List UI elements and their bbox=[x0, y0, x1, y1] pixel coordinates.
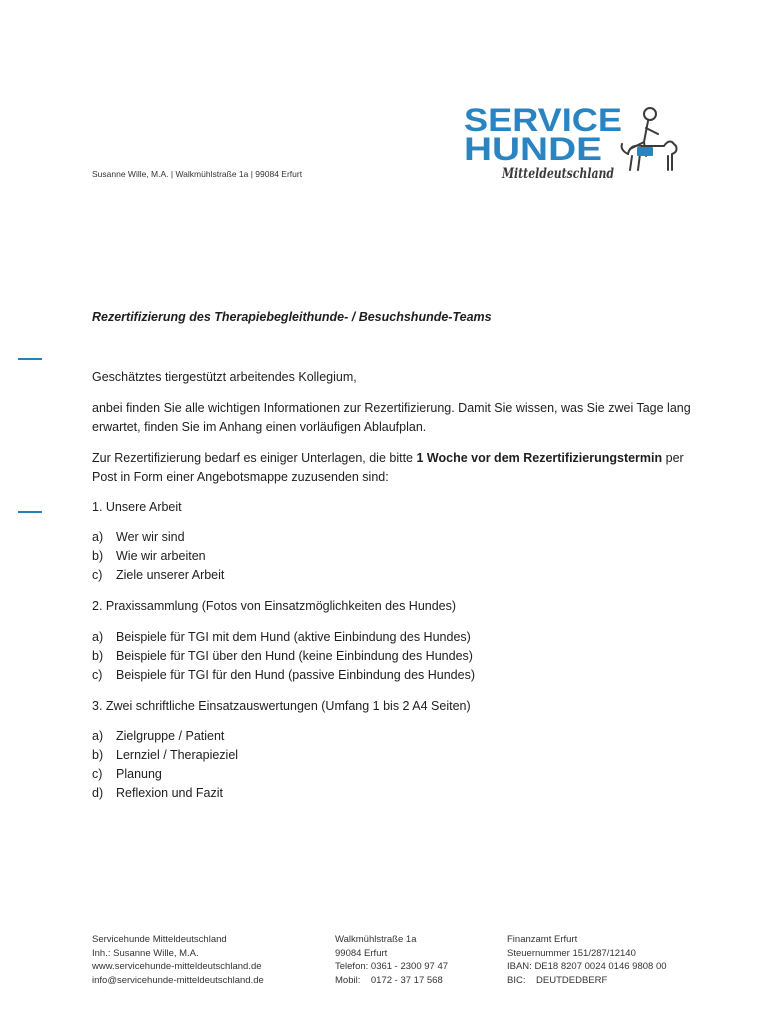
footer-email: info@servicehunde-mitteldeutschland.de bbox=[92, 974, 264, 986]
section-1-heading: 1. Unsere Arbeit bbox=[92, 500, 182, 514]
list-marker: c) bbox=[92, 767, 103, 781]
list-text: Beispiele für TGI über den Hund (keine Einbindung des Hundes) bbox=[116, 649, 473, 663]
footer-address bbox=[335, 933, 448, 987]
list-marker: b) bbox=[92, 649, 104, 663]
list-text: Zielgruppe / Patient bbox=[116, 729, 225, 743]
documents-paragraph-start: Zur Rezertifizierung bedarf es einiger Unterlagen, die bitte bbox=[92, 451, 417, 465]
list-item bbox=[92, 566, 692, 585]
list-item bbox=[92, 528, 692, 547]
list-text: Ziele unserer Arbeit bbox=[116, 568, 225, 582]
list-marker: a) bbox=[92, 530, 104, 544]
footer-street: Walkmühlstraße 1a bbox=[335, 934, 417, 945]
list-item bbox=[92, 765, 692, 784]
list-item bbox=[92, 666, 692, 685]
list-item bbox=[92, 628, 692, 647]
footer-tax-office: Finanzamt Erfurt bbox=[507, 934, 578, 945]
sender-line: Susanne Wille, M.A. | Walkmühlstraße 1a | 99084 Erfurt bbox=[92, 169, 303, 179]
footer-company-name: Servicehunde Mitteldeutschland bbox=[92, 934, 227, 945]
list-marker: d) bbox=[92, 786, 104, 800]
footer-website: www.servicehunde-mitteldeutschland.de bbox=[92, 961, 262, 972]
section-1-list bbox=[92, 528, 692, 585]
list-item bbox=[92, 547, 692, 566]
list-marker: c) bbox=[92, 668, 103, 682]
logo-script: Mitteldeutschland bbox=[501, 166, 615, 182]
footer-owner: Inh.: Susanne Wille, M.A. bbox=[92, 947, 199, 959]
list-item bbox=[92, 784, 692, 803]
list-item bbox=[92, 727, 692, 746]
footer-phone: Telefon: 0361 - 2300 97 47 bbox=[335, 961, 449, 972]
list-marker: a) bbox=[92, 630, 104, 644]
list-marker: b) bbox=[92, 748, 104, 762]
footer-mobile: Mobil: 0172 - 37 17 568 bbox=[335, 974, 443, 986]
documents-paragraph-end: per Post in Form einer Angebotsmappe zuzusenden sind: bbox=[92, 451, 684, 484]
greeting: Geschätztes tiergestützt arbeitendes Kollegium, bbox=[92, 370, 357, 384]
list-marker: c) bbox=[92, 568, 103, 582]
deadline-emphasis: 1 Woche vor dem Rezertifizierungstermin bbox=[416, 451, 663, 465]
logo-line1: SERVICE bbox=[464, 102, 622, 138]
list-text: Beispiele für TGI mit dem Hund (aktive Einbindung des Hundes) bbox=[116, 630, 471, 644]
fold-mark-upper bbox=[18, 358, 42, 360]
letter-subject: Rezertifizierung des Therapiebegleithunde- / Besuchshunde-Teams bbox=[92, 310, 492, 324]
intro-paragraph: anbei finden Sie alle wichtigen Informationen zur Rezertifizierung. Damit Sie wissen, was Sie zwei Tage lang erwartet, finden Sie im Anhang einen vorläufigen Ablaufplan. bbox=[92, 401, 691, 434]
list-text: Beispiele für TGI für den Hund (passive Einbindung des Hundes) bbox=[116, 668, 476, 682]
footer-bic: BIC: DEUTDEDBERF bbox=[507, 974, 608, 986]
company-logo bbox=[462, 100, 688, 186]
list-item bbox=[92, 746, 692, 765]
list-text: Wie wir arbeiten bbox=[116, 549, 206, 563]
logo-line2: HUNDE bbox=[464, 131, 602, 167]
section-2-list bbox=[92, 628, 692, 685]
footer-company bbox=[92, 933, 264, 987]
list-text: Reflexion und Fazit bbox=[116, 786, 224, 800]
footer-bank bbox=[507, 933, 667, 987]
list-item bbox=[92, 647, 692, 666]
list-text: Lernziel / Therapieziel bbox=[116, 748, 239, 762]
section-3-heading: 3. Zwei schriftliche Einsatzauswertungen (Umfang 1 bis 2 A4 Seiten) bbox=[92, 699, 471, 713]
list-text: Planung bbox=[116, 767, 162, 781]
section-2-heading: 2. Praxissammlung (Fotos von Einsatzmöglichkeiten des Hundes) bbox=[92, 599, 457, 613]
list-marker: a) bbox=[92, 729, 104, 743]
footer-city: 99084 Erfurt bbox=[335, 947, 388, 959]
fold-mark-lower bbox=[18, 511, 42, 513]
list-text: Wer wir sind bbox=[116, 530, 185, 544]
footer-tax-number: Steuernummer 151/287/12140 bbox=[507, 947, 636, 959]
person-with-dog-icon bbox=[622, 108, 677, 170]
section-3-list bbox=[92, 727, 692, 803]
list-marker: b) bbox=[92, 549, 104, 563]
documents-paragraph bbox=[92, 449, 712, 487]
footer-iban: IBAN: DE18 8207 0024 0146 9808 00 bbox=[507, 961, 667, 972]
